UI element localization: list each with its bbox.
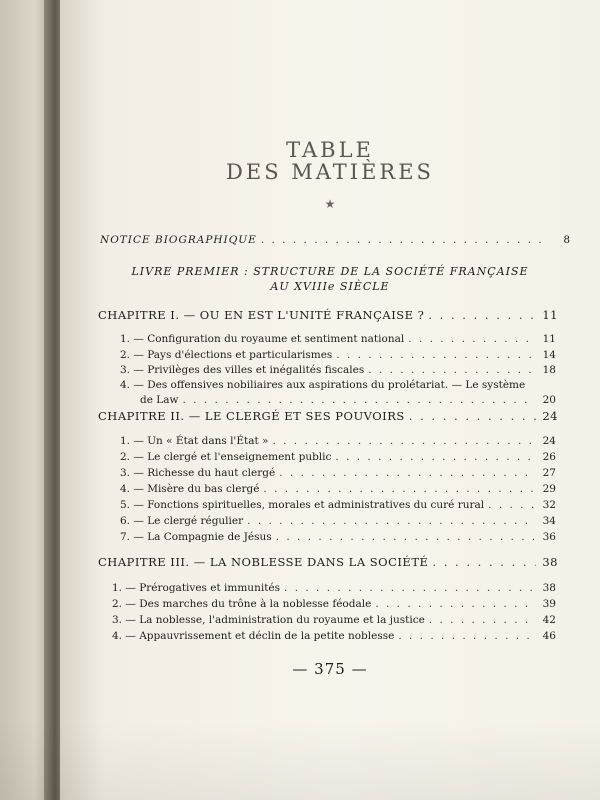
section-label: 5. — Fonctions spirituelles, morales et administratives du curé rural: [120, 499, 485, 511]
section-label: 1. — Prérogatives et immunités: [112, 582, 281, 594]
leader-dots: [279, 467, 534, 479]
section-page: 26: [542, 451, 556, 463]
leader-dots: [335, 451, 534, 463]
leader-dots: [368, 364, 534, 376]
section-label: 6. — Le clergé régulier: [120, 515, 244, 527]
leader-dots: [183, 394, 535, 406]
section-page: 14: [542, 349, 556, 361]
section-label: 3. — Richesse du haut clergé: [120, 467, 276, 479]
section-page: 11: [542, 333, 556, 345]
section-label: 4. — Des offensives nobiliaires aux aspirations du prolétariat. — Le système: [120, 379, 526, 391]
page-shadow: [0, 720, 600, 800]
toc-entry-notice: [100, 234, 570, 246]
section-label: 3. — Privilèges des villes et inégalités fiscales: [120, 364, 365, 376]
leader-dots: [336, 349, 534, 361]
ornament-star: ★: [324, 197, 336, 211]
section-page: 36: [542, 531, 556, 543]
chapter-page: 38: [542, 555, 558, 569]
leader-dots: [429, 614, 534, 626]
section-page: 42: [542, 614, 556, 626]
toc-section: [120, 515, 556, 527]
leader-dots: [408, 333, 534, 345]
chapter-page: 24: [542, 409, 558, 423]
livre-heading-line-2: AU XVIIIe SIÈCLE: [270, 280, 390, 293]
toc-section: [112, 614, 556, 626]
notice-page: 8: [563, 234, 570, 246]
leader-dots: [284, 582, 534, 594]
section-label: 1. — Un « État dans l'État »: [120, 435, 269, 447]
toc-section: [112, 582, 556, 594]
leader-dots: [247, 515, 534, 527]
title-line-2: DES MATIÈRES: [226, 160, 434, 184]
leader-dots: [261, 234, 548, 246]
chapter-heading: [98, 555, 558, 569]
notice-label: NOTICE BIOGRAPHIQUE: [100, 234, 257, 246]
toc-section: [120, 499, 556, 511]
section-page: 20: [542, 394, 556, 406]
chapter-title: CHAPITRE II. — LE CLERGÉ ET SES POUVOIRS: [98, 409, 405, 423]
section-page: 18: [542, 364, 556, 376]
leader-dots: [276, 531, 534, 543]
section-label: 4. — Appauvrissement et déclin de la petite noblesse: [112, 630, 395, 642]
toc-section: [120, 333, 556, 345]
book-page: [60, 0, 600, 800]
section-label: 2. — Pays d'élections et particularismes: [120, 349, 333, 361]
leader-dots: [488, 499, 534, 511]
chapter-title: CHAPITRE III. — LA NOBLESSE DANS LA SOCIÉTÉ: [98, 555, 429, 569]
leader-dots: [428, 308, 536, 322]
section-label: 3. — La noblesse, l'administration du royaume et la justice: [112, 614, 425, 626]
section-page: 46: [542, 630, 556, 642]
section-page: 29: [542, 483, 556, 495]
toc-section: [120, 531, 556, 543]
chapter-heading: [98, 409, 558, 423]
section-page: 24: [542, 435, 556, 447]
leader-dots: [432, 555, 536, 569]
toc-section: [120, 364, 556, 376]
leader-dots: [272, 435, 534, 447]
leader-dots: [409, 409, 536, 423]
section-label-continued: de Law: [140, 394, 179, 406]
toc-section-continuation: [140, 394, 556, 406]
toc-section: [120, 435, 556, 447]
leader-dots: [263, 483, 534, 495]
section-label: 4. — Misère du bas clergé: [120, 483, 260, 495]
section-page: 27: [542, 467, 556, 479]
section-label: 7. — La Compagnie de Jésus: [120, 531, 272, 543]
section-label: 2. — Des marches du trône à la noblesse féodale: [112, 598, 372, 610]
section-page: 38: [542, 582, 556, 594]
chapter-heading: [98, 308, 558, 322]
chapter-page: 11: [542, 308, 558, 322]
section-page: 32: [542, 499, 556, 511]
toc-section-line: [120, 379, 556, 391]
leader-dots: [398, 630, 534, 642]
page-number: — 375 —: [292, 660, 368, 678]
section-page: 39: [542, 598, 556, 610]
toc-section: [112, 598, 556, 610]
toc-section: [120, 451, 556, 463]
section-label: 1. — Configuration du royaume et sentiment national: [120, 333, 405, 345]
livre-heading-line-1: LIVRE PREMIER : STRUCTURE DE LA SOCIÉTÉ FRANÇAISE: [131, 265, 529, 278]
toc-section: [120, 467, 556, 479]
toc-section: [112, 630, 556, 642]
chapter-title: CHAPITRE I. — OU EN EST L'UNITÉ FRANÇAISE ?: [98, 308, 425, 322]
title-line-1: TABLE: [286, 138, 374, 162]
toc-section: [120, 349, 556, 361]
section-page: 34: [542, 515, 556, 527]
toc-section: [120, 483, 556, 495]
leader-dots: [375, 598, 534, 610]
section-label: 2. — Le clergé et l'enseignement public: [120, 451, 332, 463]
